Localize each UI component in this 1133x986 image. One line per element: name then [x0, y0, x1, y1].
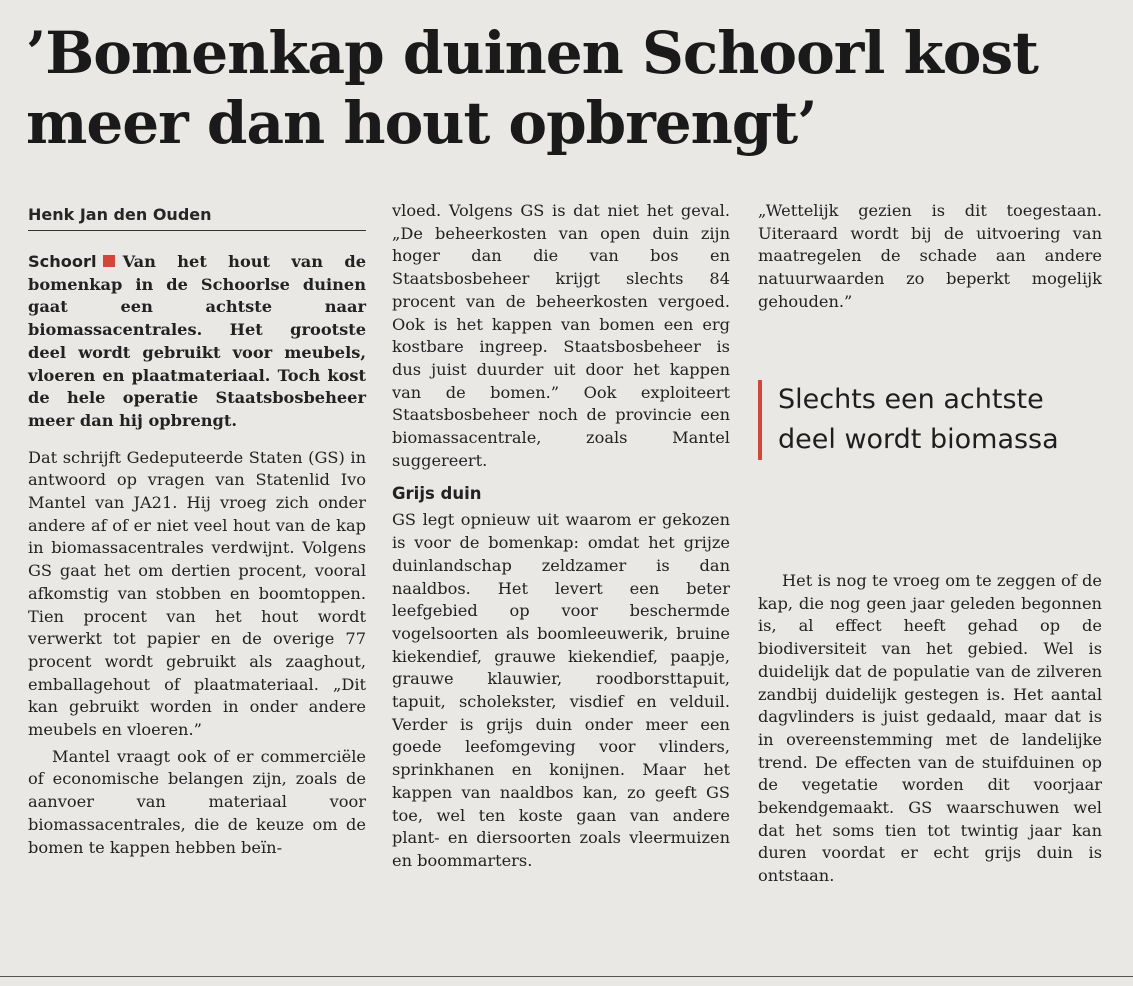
paragraph-4: „Wettelijk gezien is dit toegestaan. Uiteraard wordt bij de uitvoering van maatregelen de schade aan andere natuurwaarden zo beperkt mogelijk gehouden.” — [758, 201, 1102, 311]
paragraph-5: Het is nog te vroeg om te zeggen of de kap, die nog geen jaar geleden begonnen is, al effect heeft gehad op de biodiversiteit van het gebied. Wel is duidelijk dat de populatie van de zilveren zandbij duidelijk gestegen is. Het aantal dagvlinders is juist gedaald, maar dat is in overeenstemming met de landelijke trend. De effecten van de stuifduinen op de vegetatie worden dit voorjaar bekendgemaakt. GS waarschuwen wel dat het soms tien tot twintig jaar kan duren voordat er echt grijs duin is ontstaan. — [758, 571, 1102, 886]
column-2 — [392, 200, 730, 873]
paragraph-2-part-1: Mantel vraagt ook of er commerciële of economische belangen zijn, zoals de aanvoer van materiaal voor biomassacentrales, die de keuze om de bomen te kappen hebben beïn- — [28, 746, 366, 857]
column-1 — [28, 200, 366, 859]
paragraph-3: GS legt opnieuw uit waarom er gekozen is voor de bomenkap: omdat het grijze duinlandschap zeldzamer is dan naaldbos. Het levert een beter leefgebied op voor beschermde vogelsoorten als boomleeuwerik, bruine kiekendief, grauwe kiekendief, paapje, grauwe klauwier, roodborsttapuit, tapuit, scholekster, visdief en velduil. Verder is grijs duin onder meer een goede leefomgeving voor vlinders, sprinkhanen en konijnen. Maar het kappen van naaldbos kan, zo geeft GS toe, wel ten koste gaan van andere plant- en diersoorten zoals vleermuizen en boommarters. — [392, 510, 730, 870]
lead-paragraph — [28, 251, 366, 433]
bottom-rule — [0, 976, 1133, 977]
subhead: Grijs duin — [392, 484, 482, 504]
byline: Henk Jan den Ouden — [28, 204, 366, 231]
column-3 — [758, 200, 1102, 314]
pull-quote: Slechts een achtste deel wordt biomassa — [758, 380, 1078, 460]
paragraph-2-part-2: vloed. Volgens GS is dat niet het geval. „De beheerkosten van open duin zijn hoger dan die van bos en Staatsbosbeheer krijgt slechts 84 procent van de beheerkosten vergoed. Ook is het kappen van bomen een erg kostbare ingreep. Staatsbosbeheer is dus juist duurder uit door het kappen van de bomen.” Ook exploiteert Staatsbosbeheer noch de provincie een biomassacentrale, zoals Mantel suggereert. — [392, 201, 730, 470]
paragraph-1: Dat schrijft Gedeputeerde Staten (GS) in antwoord op vragen van Statenlid Ivo Mantel van JA21. Hij vroeg zich onder andere af of er niet veel hout van de kap in biomassacentrales verdwijnt. Volgens GS gaat het om dertien procent, vooral afkomstig van stobben en boomtoppen. Tien procent van het hout wordt verwerkt tot papier en de overige 77 procent wordt gebruikt als zaaghout, emballagehout of plaatmateriaal. „Dit kan gebruikt worden in onder andere meubels en vloeren.” — [28, 447, 366, 740]
lead-text: Van het hout van de bomenkap in de Schoorlse duinen gaat een achtste naar biomassacentrales. Het grootste deel wordt gebruikt voor meubels, vloeren en plaatmateriaal. Toch kost de hele operatie Staatsbosbeheer meer dan hij opbrengt. — [28, 252, 366, 430]
column-3-bottom — [758, 566, 1102, 888]
dateline: Schoorl — [28, 252, 97, 271]
headline: ’Bomenkap duinen Schoorl kost meer dan hout opbrengt’ — [26, 19, 1038, 157]
red-square-icon — [103, 255, 115, 267]
